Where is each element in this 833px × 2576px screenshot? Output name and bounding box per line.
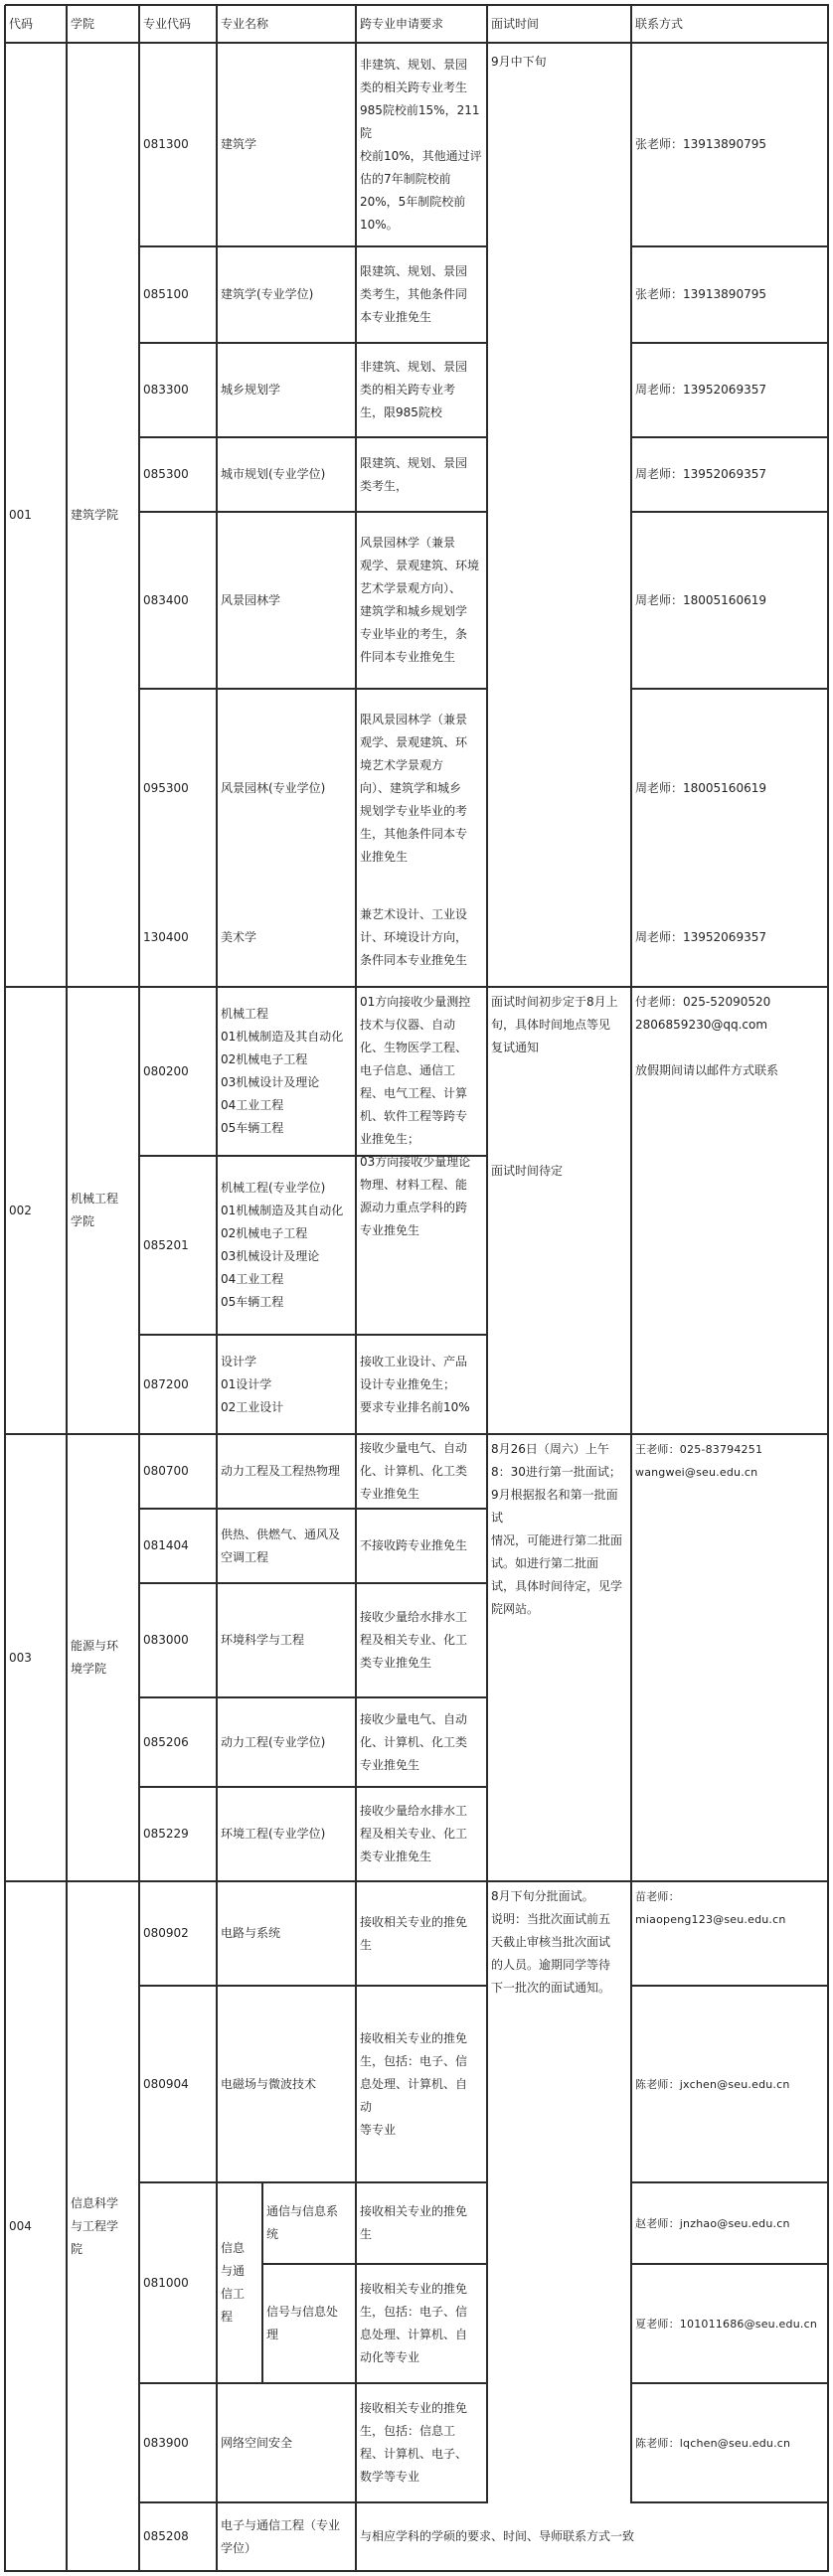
header-6 [631, 5, 828, 43]
major-code-9-text: 087200 [143, 1376, 189, 1391]
sub-major-name-1 [262, 2264, 356, 2383]
major-code-1-text: 085100 [143, 287, 189, 301]
major-code-3 [139, 437, 217, 512]
school-name-3-text: 信息科学 与工程学 院 [71, 2195, 119, 2256]
requirement-7-text: 01方向接收少量测控 技术与仪器、自动 化、生物医学工程、 电子信息、通信工 程、电气工程、计算 机、软件工程等跨专 业推免生； 03方向接收少量理论 物理、材料工程、能 源动力重点学科的跨 专业推免生 [360, 995, 471, 1237]
major-name-3-text: 城市规划(专业学位) [221, 467, 326, 481]
major-name-13-text: 动力工程(专业学位) [221, 1734, 326, 1749]
major-name-14-text: 环境工程(专业学位) [221, 1827, 326, 1841]
school-code-3-text: 004 [9, 2218, 32, 2233]
requirement-15 [356, 1881, 487, 1986]
requirement-11 [356, 1509, 487, 1583]
requirement-19 [356, 2502, 828, 2571]
major-code-6-text: 130400 [143, 929, 189, 944]
requirement-9-text: 接收工业设计、产品 设计专业推免生； 要求专业排名前10% [360, 1354, 470, 1414]
header-5 [487, 5, 631, 43]
header-0-text: 代码 [9, 16, 34, 31]
major-name-2-text: 城乡规划学 [221, 383, 281, 397]
contact-002 [631, 987, 828, 1434]
major-code-1 [139, 246, 217, 343]
major-name-13 [217, 1697, 356, 1787]
requirement-1 [356, 246, 487, 343]
contact-sub-0 [631, 2182, 828, 2264]
requirement-11-text: 不接收跨专业推免生 [360, 1538, 468, 1552]
requirement-10 [356, 1434, 487, 1509]
requirement-18-text: 接收相关专业的推免 生，包括：信息工 程、计算机、电子、 数学等专业 [360, 2401, 468, 2484]
major-name-8-text: 机械工程(专业学位) 01机械制造及其自动化 02机械电子工程 03机械设计及理论 04工业工程 05车辆工程 [221, 1181, 344, 1309]
sub-requirement-1 [356, 2264, 487, 2383]
requirement-4 [356, 512, 487, 689]
major-name-0 [217, 43, 356, 246]
school-code-2 [5, 1434, 67, 1881]
requirement-18 [356, 2383, 487, 2502]
major-code-6 [139, 887, 217, 987]
interview-002b [487, 1156, 631, 1434]
contact-003-text: 王老师：025-83794251 wangwei@seu.edu.cn [635, 1443, 763, 1479]
major-code-7-text: 080200 [143, 1063, 189, 1078]
major-name-17-text: 信息 与通 信工 程 [221, 2241, 246, 2324]
contact-18-text: 陈老师：lqchen@seu.edu.cn [635, 2436, 791, 2450]
major-code-5 [139, 689, 217, 887]
contact-6-text: 周老师：13952069357 [635, 929, 766, 944]
major-name-5-text: 风景园林(专业学位) [221, 780, 326, 795]
header-6-text: 联系方式 [635, 16, 684, 31]
major-name-15-text: 电路与系统 [221, 1926, 281, 1940]
interview-002b-text: 面试时间待定 [491, 1164, 564, 1178]
major-name-10-text: 动力工程及工程热物理 [221, 1464, 341, 1478]
major-code-2-text: 083300 [143, 383, 189, 397]
contact-2 [631, 343, 828, 437]
requirement-1-text: 限建筑、规划、景园 类考生，其他条件同 本专业推免生 [360, 264, 468, 324]
contact-sub-1-text: 夏老师：101011686@seu.edu.cn [635, 2317, 817, 2331]
requirement-16-text: 接收相关专业的推免 生，包括：电子、信 息处理、计算机、自 动 等专业 [360, 2030, 468, 2137]
major-name-7 [217, 987, 356, 1156]
major-name-18-text: 网络空间安全 [221, 2435, 293, 2450]
major-code-4-text: 083400 [143, 592, 189, 607]
requirement-6 [356, 887, 487, 987]
major-name-4 [217, 512, 356, 689]
contact-3 [631, 437, 828, 512]
requirement-2-text: 非建筑、规划、景园 类的相关跨专业考 生，限985院校 [360, 360, 468, 419]
major-code-19 [139, 2502, 217, 2571]
contact-15 [631, 1881, 828, 1986]
header-2 [139, 5, 217, 43]
contact-3-text: 周老师：13952069357 [635, 467, 766, 481]
major-name-11 [217, 1509, 356, 1583]
school-name-2 [67, 1434, 139, 1881]
major-name-18 [217, 2383, 356, 2502]
header-1 [67, 5, 139, 43]
requirement-5 [356, 689, 487, 887]
requirement-3 [356, 437, 487, 512]
header-3 [217, 5, 356, 43]
requirement-7 [356, 987, 487, 1335]
major-name-16 [217, 1986, 356, 2182]
sub-major-name-0-text: 通信与信息系 统 [266, 2204, 339, 2241]
major-code-2 [139, 343, 217, 437]
major-code-11 [139, 1509, 217, 1583]
contact-002-text: 付老师：025-52090520 2806859230@qq.com 放假期间请以邮件方式联系 [635, 995, 779, 1077]
major-code-12 [139, 1583, 217, 1697]
requirement-2 [356, 343, 487, 437]
major-name-15 [217, 1881, 356, 1986]
contact-4-text: 周老师：18005160619 [635, 592, 766, 607]
major-name-0-text: 建筑学 [221, 137, 257, 151]
contact-4 [631, 512, 828, 689]
school-code-2-text: 003 [9, 1650, 32, 1665]
major-code-8 [139, 1156, 217, 1335]
major-code-19-text: 085208 [143, 2529, 189, 2543]
major-name-16-text: 电磁场与微波技术 [221, 2076, 317, 2091]
school-code-1 [5, 987, 67, 1434]
major-name-14 [217, 1787, 356, 1881]
interview-004 [487, 1881, 631, 2502]
requirement-14-text: 接收少量给水排水工 程及相关专业、化工 类专业推免生 [360, 1804, 468, 1863]
major-code-3-text: 085300 [143, 467, 189, 481]
major-name-9-text: 设计学 01设计学 02工业设计 [221, 1354, 284, 1414]
interview-002a [487, 987, 631, 1156]
major-code-14-text: 085229 [143, 1827, 189, 1841]
contact-16 [631, 1986, 828, 2182]
major-name-12-text: 环境科学与工程 [221, 1633, 305, 1647]
interview-003-text: 8月26日（周六）上午 8：30进行第一批面试； 9月根据报名和第一批面试 情况，可能进行第二批面 试。如进行第二批面 试，具体时间待定，见学 院网站。 [491, 1442, 623, 1616]
major-name-1 [217, 246, 356, 343]
major-name-10 [217, 1434, 356, 1509]
school-code-1-text: 002 [9, 1203, 32, 1217]
contact-15-text: 苗老师：miaopeng123@seu.edu.cn [635, 1890, 786, 1926]
contact-sub-0-text: 赵老师：jnzhao@seu.edu.cn [635, 2216, 790, 2230]
major-name-9 [217, 1335, 356, 1434]
contact-sub-1 [631, 2264, 828, 2383]
requirement-10-text: 接收少量电气、自动 化、计算机、化工类 专业推免生 [360, 1441, 468, 1501]
major-name-6-text: 美术学 [221, 929, 257, 944]
interview-003 [487, 1434, 631, 1881]
contact-0-text: 张老师：13913890795 [635, 137, 766, 151]
contact-5-text: 周老师：18005160619 [635, 780, 766, 795]
requirement-14 [356, 1787, 487, 1881]
major-code-11-text: 081404 [143, 1538, 189, 1552]
major-code-9 [139, 1335, 217, 1434]
major-code-5-text: 095300 [143, 780, 189, 795]
school-name-2-text: 能源与环 境学院 [71, 1639, 119, 1676]
requirement-0 [356, 43, 487, 246]
school-code-0 [5, 43, 67, 987]
major-name-8 [217, 1156, 356, 1335]
requirement-12 [356, 1583, 487, 1697]
interview-001-text: 9月中下旬 [491, 55, 547, 69]
header-3-text: 专业名称 [221, 16, 269, 31]
major-name-6 [217, 887, 356, 987]
interview-004-text: 8月下旬分批面试。 说明：当批次面试前五 天截止审核当批次面试 的人员。逾期同学等待 下一批次的面试通知。 [491, 1889, 611, 1995]
requirement-12-text: 接收少量给水排水工 程及相关专业、化工 类专业推免生 [360, 1610, 468, 1670]
major-code-13-text: 085206 [143, 1734, 189, 1749]
header-4 [356, 5, 487, 43]
contact-1 [631, 246, 828, 343]
header-0 [5, 5, 67, 43]
requirement-4-text: 风景园林学（兼景 观学、景观建筑、环境 艺术学景观方向）、 建筑学和城乡规划学 专业毕业的考生，条 件同本专业推免生 [360, 536, 480, 664]
major-code-18 [139, 2383, 217, 2502]
header-5-text: 面试时间 [491, 16, 540, 31]
school-code-3 [5, 1881, 67, 2571]
major-code-7 [139, 987, 217, 1156]
requirement-9 [356, 1335, 487, 1434]
sub-requirement-1-text: 接收相关专业的推免 生，包括：电子、信 息处理、计算机、自 动化等专业 [360, 2282, 468, 2364]
contact-2-text: 周老师：13952069357 [635, 383, 766, 397]
major-code-17-text: 081000 [143, 2275, 189, 2290]
sub-major-name-1-text: 信号与信息处 理 [266, 2305, 339, 2341]
major-name-2 [217, 343, 356, 437]
requirement-16 [356, 1986, 487, 2182]
major-name-12 [217, 1583, 356, 1697]
major-name-19 [217, 2502, 356, 2571]
header-2-text: 专业代码 [143, 16, 192, 31]
requirement-13-text: 接收少量电气、自动 化、计算机、化工类 专业推免生 [360, 1711, 468, 1772]
major-code-15-text: 080902 [143, 1926, 189, 1940]
contact-003 [631, 1434, 828, 1881]
admission-table [5, 5, 828, 2571]
major-code-0 [139, 43, 217, 246]
major-name-3 [217, 437, 356, 512]
sub-requirement-0-text: 接收相关专业的推免 生 [360, 2204, 468, 2241]
sub-requirement-0 [356, 2182, 487, 2264]
header-1-text: 学院 [71, 16, 95, 31]
requirement-6-text: 兼艺术设计、工业设 计、环境设计方向， 条件同本专业推免生 [360, 906, 468, 967]
major-code-12-text: 083000 [143, 1633, 189, 1647]
major-name-17 [217, 2182, 262, 2383]
sub-major-name-0 [262, 2182, 356, 2264]
school-name-0 [67, 43, 139, 987]
school-name-1-text: 机械工程 学院 [71, 1192, 119, 1228]
major-code-18-text: 083900 [143, 2435, 189, 2450]
major-code-0-text: 081300 [143, 137, 189, 151]
major-code-16 [139, 1986, 217, 2182]
contact-18 [631, 2383, 828, 2502]
major-name-11-text: 供热、供燃气、通风及 空调工程 [221, 1527, 341, 1564]
contact-1-text: 张老师：13913890795 [635, 287, 766, 301]
major-name-5 [217, 689, 356, 887]
major-name-19-text: 电子与通信工程（专业 学位） [221, 2517, 341, 2555]
school-name-3 [67, 1881, 139, 2571]
major-name-4-text: 风景园林学 [221, 592, 281, 607]
header-4-text: 跨专业申请要求 [360, 16, 444, 31]
major-code-15 [139, 1881, 217, 1986]
interview-002a-text: 面试时间初步定于8月上 旬，具体时间地点等见 复试通知 [491, 995, 618, 1054]
major-code-14 [139, 1787, 217, 1881]
contact-6 [631, 887, 828, 987]
major-code-17 [139, 2182, 217, 2383]
major-code-13 [139, 1697, 217, 1787]
contact-16-text: 陈老师：jxchen@seu.edu.cn [635, 2077, 790, 2091]
contact-0 [631, 43, 828, 246]
major-name-7-text: 机械工程 01机械制造及其自动化 02机械电子工程 03机械设计及理论 04工业工程 05车辆工程 [221, 1007, 344, 1135]
major-name-1-text: 建筑学(专业学位) [221, 287, 314, 301]
major-code-10-text: 080700 [143, 1464, 189, 1478]
interview-001 [487, 43, 631, 987]
requirement-3-text: 限建筑、规划、景园 类考生， [360, 455, 468, 493]
major-code-4 [139, 512, 217, 689]
major-code-16-text: 080904 [143, 2076, 189, 2091]
contact-5 [631, 689, 828, 887]
school-name-1 [67, 987, 139, 1434]
school-name-0-text: 建筑学院 [71, 507, 119, 522]
requirement-0-text: 非建筑、规划、景园 类的相关跨专业考生 985院校前15%，211院 校前10%，其他通过评 估的7年制院校前 20%，5年制院校前 10%。 [360, 57, 482, 232]
requirement-15-text: 接收相关专业的推免 生 [360, 1914, 468, 1952]
major-code-8-text: 085201 [143, 1237, 189, 1252]
major-code-10 [139, 1434, 217, 1509]
requirement-19-text: 与相应学科的学硕的要求、时间、导师联系方式一致 [360, 2529, 635, 2543]
requirement-5-text: 限风景园林学（兼景 观学、景观建筑、环 境艺术学景观方 向）、建筑学和城乡 规划学专业毕业的考 生，其他条件同本专 业推免生 [360, 712, 468, 864]
requirement-13 [356, 1697, 487, 1787]
school-code-0-text: 001 [9, 507, 32, 522]
